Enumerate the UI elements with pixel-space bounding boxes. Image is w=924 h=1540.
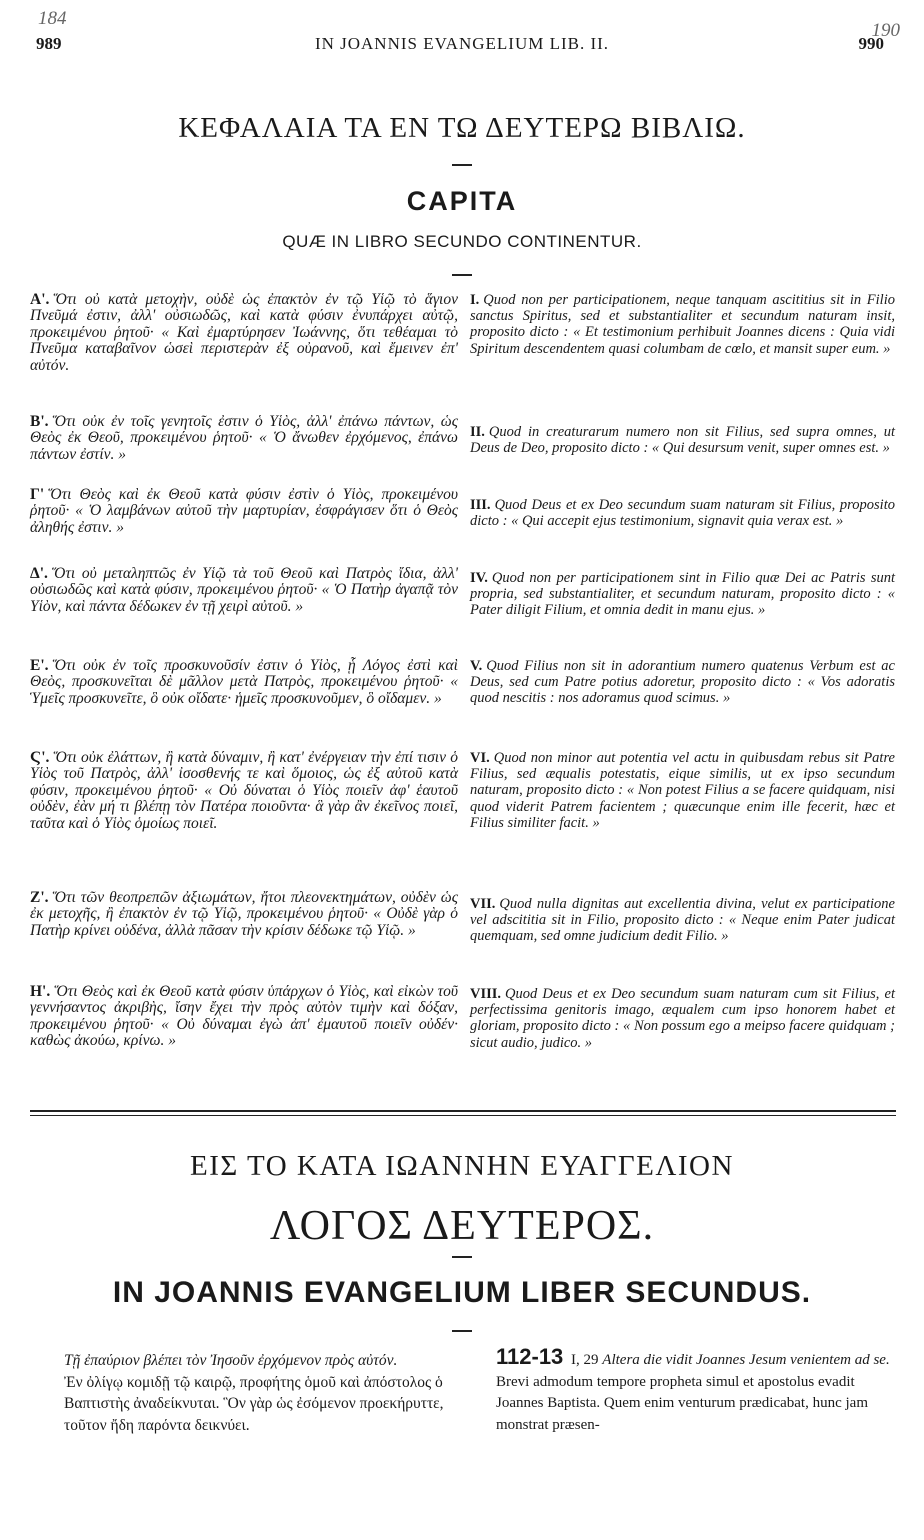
running-header — [0, 8, 924, 70]
chapter-text: Quod non minor aut potentia vel actu in quibusdam rebus sit Patre Filius, sed æqualis potestatis, eique similis, ut ex ipso secundum naturam, proposito dicto : « Non potest Filius a se facere quidquam, nisi quod viderit Patrem facientem ; quæcunque enim ille fecerit, hæc et Filius similiter facit. » — [470, 750, 895, 831]
greek-chapter — [30, 566, 458, 615]
chapter-number: VII. — [470, 896, 496, 912]
chapter-text: Ὅτι οὐκ ἐλάττων, ἢ κατὰ δύναμιν, ἢ κατ' ἐνέργειαν τὴν ἐπί τισιν ὁ Υἱὸς τοῦ Πατρὸς, ἀλλ' ἰσοσθενής τε καὶ ὅμοιος, ὡς ἐξ αὐτοῦ κατὰ φύσιν, προκειμένου ῥητοῦ· « Οὐ δύναται ὁ Υἱὸς ποιεῖν ἀφ' ἑαυτοῦ οὐδὲν, ἐὰν μή τι βλέπῃ τὸν Πατέρα ποιοῦντα· ἃ γὰρ ἂν ἐκεῖνος ποιεῖ, ταῦτα καὶ ὁ Υἱὸς ὁμοίως ποιεῖ. — [30, 749, 458, 832]
greek-chapters-title: ΚΕΦΑΛΑΙΑ ΤΑ ΕΝ ΤΩ ΔΕΥΤΕΡΩ ΒΙΒΛΙΩ. — [178, 112, 746, 144]
chapter-number: Α'. — [30, 291, 50, 308]
chapter-number: V. — [470, 658, 483, 674]
greek-chapter — [30, 487, 458, 536]
greek-paragraph: Ἐν ὀλίγῳ κομιδῇ τῷ καιρῷ, προφήτης ὁμοῦ καὶ ἀπόστολος ὁ Βαπτιστὴς ἀναδείκνυται. Ὃν γὰρ ὡς ἐσόμενον προεκήρυττε, τοῦτον ἤδη παρόντα δεικνύει. — [64, 1373, 444, 1434]
chapter-text: Quod Deus et ex Deo secundum suam naturam sit Filius, proposito dicto : « Qui accepit ejus testimonium, signavit quia verax est. » — [470, 497, 895, 530]
latin-chapter — [470, 292, 895, 357]
chapter-number: Δ'. — [30, 565, 48, 582]
chapter-number: Γ' — [30, 486, 45, 503]
latin-chapter — [470, 750, 895, 831]
chapter-text: Ὅτι τῶν θεοπρεπῶν ἀξιωμάτων, ἤτοι πλεονεκτημάτων, οὐδὲν ὡς ἐκ μετοχῆς, ἢ ἐπακτὸν ἐν τῷ Υἱῷ, προκειμένου ῥητοῦ· « Οὐδὲ γὰρ ὁ Πατὴρ κρίνει οὐδένα, ἀλλὰ πᾶσαν τὴν κρίσιν δέδωκε τῷ Υἱῷ. » — [30, 889, 458, 939]
verse-reference: I, 29 — [571, 1352, 599, 1368]
latin-lemma-line — [496, 1346, 896, 1372]
greek-chapter — [30, 292, 458, 374]
chapter-number: VIII. — [470, 986, 502, 1002]
chapter-text: Quod non per participationem, neque tanquam ascititius sit in Filio sanctus Spiritus, sed et substantialiter et secundum naturam insit, proposito dicto : « Et testimonium perhibuit Joannes dicens : Quia vidi Spiritum descendentem quasi columbam de cœlo, et mansit super eum. » — [470, 292, 895, 357]
latin-chapter — [470, 986, 895, 1051]
chapter-number: IV. — [470, 570, 488, 586]
latin-chapter — [470, 424, 895, 456]
chapter-number: Ϛ'. — [30, 749, 50, 766]
chapter-number: III. — [470, 497, 491, 513]
title-dash — [452, 1256, 472, 1258]
section-divider — [30, 1110, 896, 1112]
greek-chapter — [30, 658, 458, 707]
greek-chapter — [30, 414, 458, 463]
capita-title: CAPITA — [406, 186, 518, 216]
chapter-text: Ὅτι οὐκ ἐν τοῖς προσκυνοῦσίν ἐστιν ὁ Υἱὸς, ᾗ Λόγος ἐστὶ καὶ Θεὸς, προσκυνεῖται δὲ μᾶλλον μετὰ Πατρὸς, προκειμένου ῥητοῦ· « Ὑμεῖς προσκυνεῖτε, ὃ οὐκ οἴδατε· ἡμεῖς προσκυνοῦμεν, ὃ οἴδαμεν. » — [30, 657, 458, 707]
chapter-number: Η'. — [30, 983, 51, 1000]
chapter-text: Quod nulla dignitas aut excellentia divina, velut ex participatione vel adscititia sit in Filio, proposito dicto : « Neque enim Pater judicat quemquam, sed omne judicium dedit Filio. » — [470, 896, 895, 945]
greek-chapter — [30, 984, 458, 1050]
latin-chapter — [470, 896, 895, 945]
chapter-text: Quod in creaturarum numero non sit Filius, sed supra omnes, ut Deus de Deo, proposito dicto : « Qui desursum venit, super omnes est. » — [470, 424, 895, 457]
chapter-number: Ε'. — [30, 657, 49, 674]
greek-lemma: Τῇ ἐπαύριον βλέπει τὸν Ἰησοῦν ἐρχόμενον πρὸς αὐτόν. — [64, 1352, 398, 1369]
latin-paragraph: Brevi admodum tempore propheta simul et apostolus evadit Joannes Baptista. Quem enim venturum prædicabat, hunc jam monstrat præsen- — [496, 1373, 868, 1433]
chapter-text: Ὅτι Θεὸς καὶ ἐκ Θεοῦ κατὰ φύσιν ἐστὶν ὁ Υἱὸς, προκειμένου ῥητοῦ· « Ὁ λαμβάνων αὐτοῦ τὴν μαρτυρίαν, ἐσφράγισεν ὅτι ὁ Θεὸς ἀληθής ἐστιν. » — [30, 486, 458, 536]
chapter-text: Quod non per participationem sint in Filio quæ Dei ac Patris sunt propria, sed substantialiter, et secundum naturam, proposito dicto : « Pater diligit Filium, et omnia dedit in manu ejus. » — [470, 570, 895, 619]
chapter-number: Ζ'. — [30, 889, 49, 906]
greek-book-title: ΕΙΣ ΤΟ ΚΑΤΑ ΙΩΑΝΝΗΝ ΕΥΑΓΓΕΛΙΟΝ — [190, 1150, 734, 1182]
chapter-text: Ὅτι οὐ μεταληπτῶς ἐν Υἱῷ τὰ τοῦ Θεοῦ καὶ Πατρὸς ἴδια, ἀλλ' οὐσιωδῶς καὶ κατὰ φύσιν, προκειμένου ῥητοῦ· « Ὁ Πατὴρ ἀγαπᾷ τὸν Υἱὸν, καὶ πάντα δέδωκεν ἐν τῇ χειρὶ αὐτοῦ. » — [30, 565, 458, 615]
chapter-text: Quod Filius non sit in adorantium numero quatenus Verbum est ac Deus, sed cum Patre potius adoretur, proposito dicto : « Vos adoratis quod nescitis : nos adoramus quod scimus. » — [470, 658, 895, 707]
latin-chapter — [470, 570, 895, 619]
chapter-text: Quod Deus et ex Deo secundum suam naturam cum sit Filius, et perfectissima genitoris imago, æqualem cum ipso honorem habet et gloriam, proposito dicto : « Non possum ego a meipso facere quidquam ; sicut audio, judico. » — [470, 986, 895, 1051]
old-page-number-right: 190 — [871, 20, 900, 41]
chapter-number: I. — [470, 292, 480, 308]
greek-body-text — [64, 1350, 454, 1436]
chapter-number: VI. — [470, 750, 490, 766]
chapter-text: Ὅτι οὐκ ἐν τοῖς γενητοῖς ἐστιν ὁ Υἱὸς, ἀλλ' ἐπάνω πάντων, ὡς Θεὸς ἐκ Θεοῦ, προκειμένου ῥητοῦ· « Ὁ ἄνωθεν ἐρχόμενος, ἐπάνω πάντων ἐστίν. » — [30, 413, 458, 463]
chapter-text: Ὅτι οὐ κατὰ μετοχὴν, οὐδὲ ὡς ἐπακτὸν ἐν τῷ Υἱῷ τὸ ἅγιον Πνεῦμά ἐστιν, ἀλλ' οὐσιωδῶς, καὶ κατὰ φύσιν ἐνυπάρχει αὐτῷ, προκειμένου ῥητοῦ· « Καὶ ἐμαρτύρησεν Ἰωάννης, ὅτι τεθέαμαι τὸ Πνεῦμα καταβαῖνον ὡσεὶ περιστερὰν ἐξ οὐρανοῦ, καὶ ἔμεινεν ἐπ' αὐτόν. — [30, 291, 458, 374]
title-dash — [452, 1330, 472, 1332]
latin-lemma: Altera die vidit Joannes Jesum venientem ad se. — [602, 1352, 890, 1368]
old-page-number-left: 184 — [38, 8, 67, 29]
section-divider-thin — [30, 1115, 896, 1116]
page-number-right: 990 — [858, 34, 884, 53]
title-dash — [452, 164, 472, 166]
page-number-left: 989 — [36, 34, 62, 53]
greek-chapter — [30, 890, 458, 939]
running-title: IN JOANNIS EVANGELIUM LIB. II. — [314, 34, 610, 53]
greek-book-subtitle: ΛΟΓΟΣ ΔΕΥΤΕΡΟΣ. — [269, 1203, 655, 1249]
latin-book-title: IN JOANNIS EVANGELIUM LIBER SECUNDUS. — [112, 1276, 812, 1309]
margin-reference: 112-13 — [496, 1344, 564, 1369]
chapter-number: Β'. — [30, 413, 49, 430]
chapter-number: II. — [470, 424, 485, 440]
title-dash — [452, 274, 472, 276]
latin-body-text — [496, 1346, 896, 1436]
latin-chapter — [470, 497, 895, 529]
greek-chapter — [30, 750, 458, 832]
capita-subtitle: QUÆ IN LIBRO SECUNDO CONTINENTUR. — [282, 232, 642, 251]
latin-chapter — [470, 658, 895, 707]
chapter-text: Ὅτι Θεὸς καὶ ἐκ Θεοῦ κατὰ φύσιν ὑπάρχων ὁ Υἱὸς, καὶ εἰκὼν τοῦ γεννήσαντος ἀκριβὴς, ἴσην ἔχει τὴν πρὸς αὐτὸν τιμὴν καὶ δόξαν, προκειμένου ῥητοῦ· « Οὐ δύναμαι ἐγὼ ἀπ' ἐμαυτοῦ ποιεῖν οὐδέν· καθὼς ἀκούω, κρίνω. » — [30, 983, 458, 1050]
